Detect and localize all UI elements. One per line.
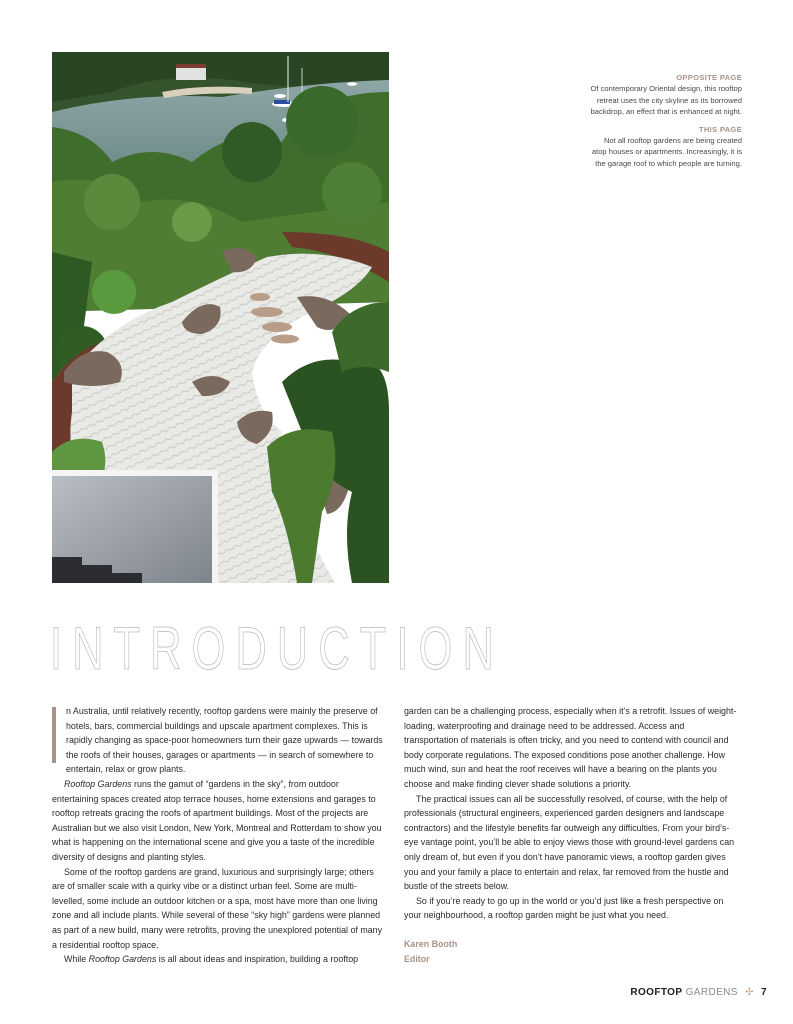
intro-paragraph-1: n Australia, until relatively recently, rooftop gardens were mainly the preserve of hotels, bars, commercial buildings and upscale apartment complexes. This is rapidly changing as space-poor homeowners turn their gaze upwards — towards the roofs of their houses, garages or apartments — in search of somewhere to entertain, relax or grow plants.: [66, 706, 383, 775]
caption-opposite-text: Of contemporary Oriental design, this rooftop retreat uses the city skyline as its borrowed backdrop, an effect that is enhanced at night.: [590, 84, 742, 117]
intro-paragraph-3: Some of the rooftop gardens are grand, luxurious and surprisingly large; others are of smaller scale with a quirky vibe or a distinct urban feel. Some are multi-levelled, some include an outdoor kitchen or a spa, most have more than one living zone and all include plants. While several of these “sky high” gardens were planned as part of a new build, many were retrofits, proving the unexplored potential of many a residential rooftop space.: [52, 866, 383, 950]
footer-section: GARDENS: [685, 987, 738, 998]
photo-captions: [590, 72, 742, 175]
intro-paragraph-5: garden can be a challenging process, especially when it’s a retrofit. Issues of weight-loading, waterproofing and drainage need to be addressed. Access and transportation of materials is often tricky, and you need to contend with council and body corporate regulations. The exposed conditions pose another challenge. How much wind, sun and heat the roof receives will have a bearing on the plants you choose and make finding clever shade solutions a priority.: [404, 706, 737, 789]
caption-this-heading: THIS PAGE: [698, 124, 742, 134]
intro-paragraph-6: The practical issues can all be successfully resolved, of course, with the help of professionals (structural engineers, experienced garden designers and landscape contractors) and the lifestyle benefits far outweigh any difficulties. From your bird’s-eye vantage point, you’ll be able to enjoy views those with ground-level gardens can only dream of, but even if you don’t have panoramic views, a rooftop garden gives you and your family a place to entertain and relax, far removed from the hustle and bustle of the streets below.: [404, 793, 735, 892]
page-footer: [630, 987, 767, 998]
caption-this-text: Not all rooftop gardens are being created atop houses or apartments. Increasingly, it is the garage roof to which people are turning.: [591, 136, 742, 168]
garden-photo: [52, 52, 389, 583]
intro-paragraph-2: [52, 777, 384, 865]
left-column: [52, 704, 384, 967]
signoff: [404, 937, 740, 966]
ornament-icon: ✣: [745, 987, 754, 998]
intro-paragraph-4-start: While: [64, 954, 89, 965]
book-title: Rooftop Gardens: [88, 954, 157, 965]
author-role: Editor: [404, 953, 430, 964]
page-number: 7: [761, 987, 767, 998]
intro-paragraph-4-text: is all about ideas and inspiration, building a rooftop: [156, 954, 359, 965]
book-title: Rooftop Gardens: [64, 778, 132, 789]
footer-brand: ROOFTOP: [630, 987, 683, 998]
caption-opposite-heading: OPPOSITE PAGE: [676, 73, 742, 82]
intro-paragraph-7: So if you’re ready to go up in the world or you’d just like a fresh perspective on your neighbourhood, a rooftop garden might be just what you need.: [404, 895, 724, 921]
drop-cap-bar: [52, 707, 56, 763]
intro-paragraph-2-text: runs the gamut of “gardens in the sky”, from outdoor entertaining spaces created atop terrace houses, home extensions and garages to rooftop retreats gracing the roofs of apartment buildings. Most of the projects are Australian but we also visit London, New York, Montreal and Rotterdam to show you what is happening on the international scene and give you a taste of the incredible diversity of designs and planting styles.: [52, 778, 382, 862]
intro-paragraph-4: [52, 952, 384, 967]
author-name: Karen Booth: [404, 938, 458, 949]
page-title: INTRODUCTION: [50, 615, 504, 682]
right-column: [404, 704, 740, 966]
